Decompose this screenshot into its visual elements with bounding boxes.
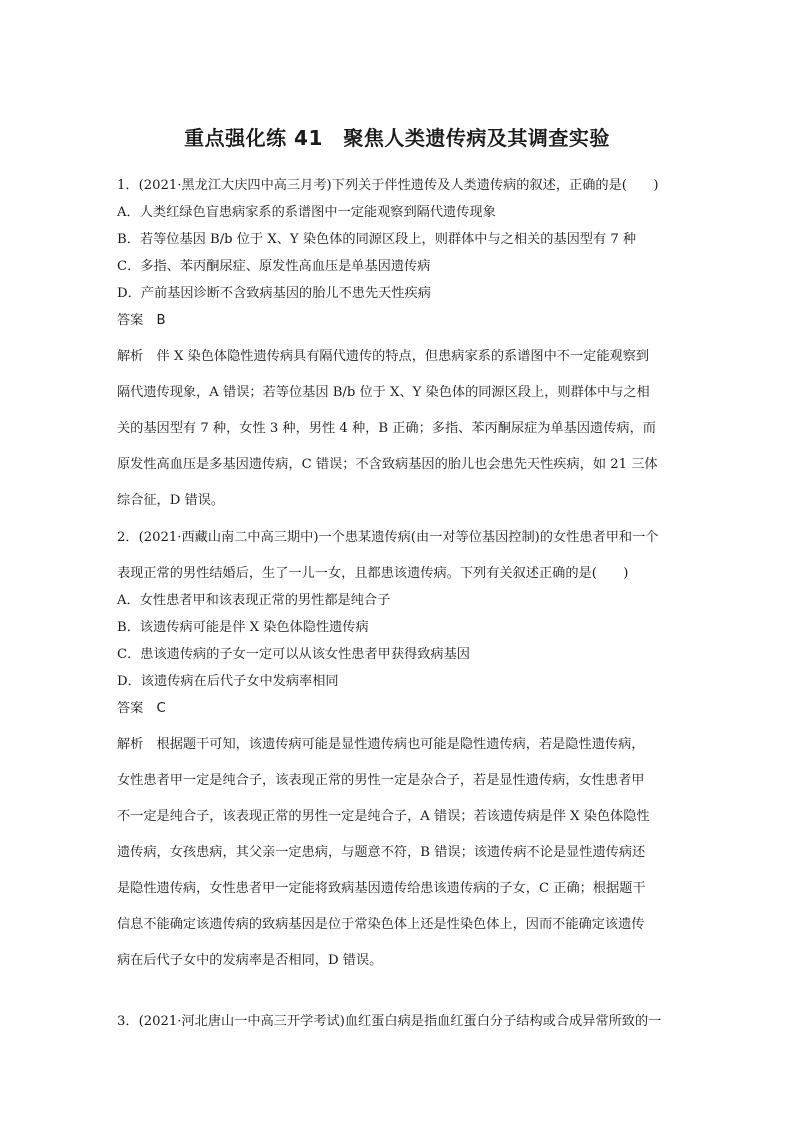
analysis-line: 遗传病，女孩患病，其父亲一定患病，与题意不符，B 错误；该遗传病不论是显性遗传病还	[117, 845, 646, 860]
question-1-option-b: B．若等位基因 B/b 位于 X、Y 染色体的同源区段上，则群体中与之相关的基因型有 7 种	[117, 232, 637, 247]
question-1-stem: 1．(2021·黑龙江大庆四中高三月考)下列关于伴性遗传及人类遗传病的叙述，正确的是( )	[117, 178, 659, 193]
analysis-line: 是隐性遗传病，女性患者甲一定能将致病基因遗传给患该遗传病的子女，C 正确；根据题干	[117, 881, 646, 896]
analysis-line: 女性患者甲一定是纯合子，该表现正常的男性一定是杂合子，若是显性遗传病，女性患者甲	[117, 773, 645, 788]
page-title: 重点强化练 41 聚焦人类遗传病及其调查实验	[184, 126, 610, 150]
analysis-line: 不一定是纯合子，该表现正常的男性一定是纯合子，A 错误；若该遗传病是伴 X 染色体隐性	[117, 809, 650, 824]
analysis-line: 综合征，D 错误。	[117, 493, 225, 508]
question-3-stem: 3．(2021·河北唐山一中高三开学考试)血红蛋白病是指血红蛋白分子结构或合成异常所致的一	[117, 1014, 662, 1029]
question-1-option-d: D．产前基因诊断不含致病基因的胎儿不患先天性疾病	[117, 286, 431, 301]
question-1	[117, 176, 687, 511]
analysis-line: 关的基因型有 7 种，女性 3 种，男性 4 种，B 正确；多指、苯丙酮尿症为单基因遗传病，而	[117, 421, 656, 436]
question-2-answer: 答案 C	[117, 701, 166, 716]
question-1-option-a: A．人类红绿色盲患病家系的系谱图中一定能观察到隔代遗传现象	[117, 205, 496, 220]
question-2-option-c: C．患该遗传病的子女一定可以从该女性患者甲获得致病基因	[117, 647, 470, 662]
question-2-option-b: B．该遗传病可能是伴 X 染色体隐性遗传病	[117, 620, 369, 635]
analysis-line: 信息不能确定该遗传病的致病基因是位于常染色体上还是性染色体上，因而不能确定该遗传	[117, 917, 645, 932]
question-2	[117, 528, 687, 971]
analysis-line: 病在后代子女中的发病率是否相同，D 错误。	[117, 953, 383, 968]
analysis-line: 原发性高血压是多基因遗传病，C 错误；不含致病基因的胎儿也会患先天性疾病，如 21 三体	[117, 457, 658, 472]
analysis-line: 解析 根据题干可知，该遗传病可能是显性遗传病也可能是隐性遗传病，若是隐性遗传病，	[117, 737, 645, 752]
analysis-line: 隔代遗传现象，A 错误；若等位基因 B/b 位于 X、Y 染色体的同源区段上，则群体中与之相	[117, 385, 650, 400]
question-2-stem-line: 2．(2021·西藏山南二中高三期中)一个患某遗传病(由一对等位基因控制)的女性患者甲和一个	[117, 530, 659, 545]
question-1-analysis	[117, 347, 687, 511]
question-2-option-a: A．女性患者甲和该表现正常的男性都是纯合子	[117, 593, 391, 608]
question-2-option-d: D．该遗传病在后代子女中发病率相同	[117, 674, 339, 689]
question-2-stem-line: 表现正常的男性结婚后，生了一儿一女，且都患该遗传病。下列有关叙述正确的是( )	[117, 566, 629, 581]
question-3	[117, 1012, 687, 1032]
analysis-line: 解析 伴 X 染色体隐性遗传病具有隔代遗传的特点，但患病家系的系谱图中不一定能观察到	[117, 349, 650, 364]
question-1-option-c: C．多指、苯丙酮尿症、原发性高血压是单基因遗传病	[117, 259, 431, 274]
question-1-answer: 答案 B	[117, 313, 166, 328]
question-2-analysis	[117, 735, 687, 971]
